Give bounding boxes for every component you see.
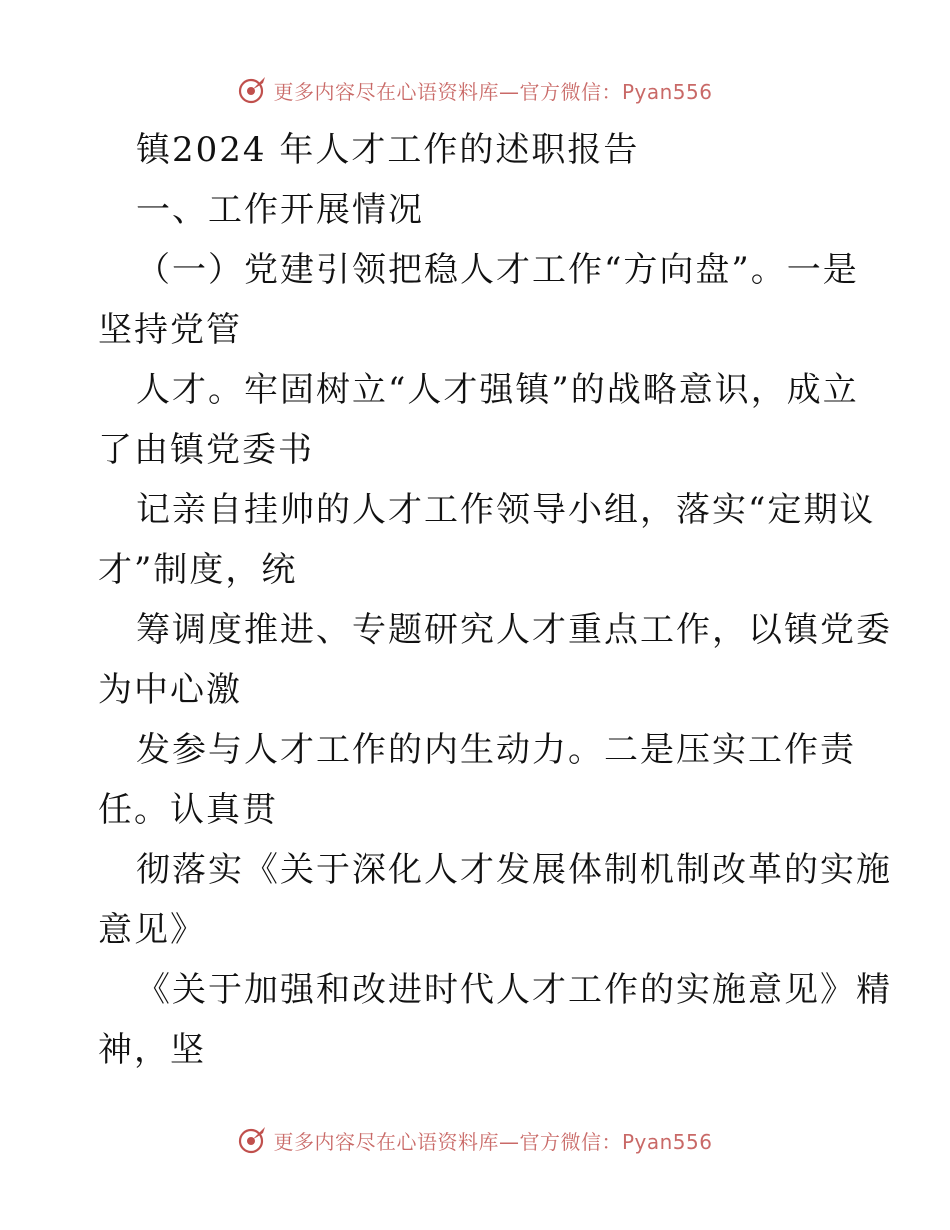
header-banner-text: 更多内容尽在心语资料库—官方微信：Pyan556 bbox=[273, 79, 713, 104]
paragraph-line: 坚持党管 bbox=[98, 310, 242, 350]
quill-seal-icon bbox=[237, 1125, 267, 1155]
paragraph-line: 神，坚 bbox=[98, 1030, 206, 1070]
paragraph-line: 才”制度，统 bbox=[98, 550, 298, 590]
paragraph-line: 彻落实《关于深化人才发展体制机制改革的实施 bbox=[136, 850, 892, 890]
paragraph-line: 《关于加强和改进时代人才工作的实施意见》精 bbox=[136, 970, 892, 1010]
paragraph-line: 了由镇党委书 bbox=[98, 430, 314, 470]
paragraph-line: 意见》 bbox=[98, 910, 206, 950]
paragraph-line: 任。认真贯 bbox=[98, 790, 278, 830]
document-body bbox=[98, 120, 892, 1080]
document-title: 镇2024 年人才工作的述职报告 bbox=[136, 130, 640, 170]
footer-banner-text: 更多内容尽在心语资料库—官方微信：Pyan556 bbox=[273, 1129, 713, 1154]
footer-banner bbox=[0, 1122, 950, 1158]
paragraph-line: （一）党建引领把稳人才工作“方向盘”。一是 bbox=[136, 250, 859, 290]
paragraph-line: 发参与人才工作的内生动力。二是压实工作责 bbox=[136, 730, 856, 770]
paragraph-line: 记亲自挂帅的人才工作领导小组，落实“定期议 bbox=[136, 490, 876, 530]
quill-seal-icon bbox=[237, 75, 267, 105]
header-banner bbox=[0, 72, 950, 108]
paragraph-line: 人才。牢固树立“人才强镇”的战略意识，成立 bbox=[136, 370, 859, 410]
section-heading: 一、工作开展情况 bbox=[136, 190, 424, 230]
paragraph-line: 为中心激 bbox=[98, 670, 242, 710]
paragraph-line: 筹调度推进、专题研究人才重点工作，以镇党委 bbox=[136, 610, 892, 650]
